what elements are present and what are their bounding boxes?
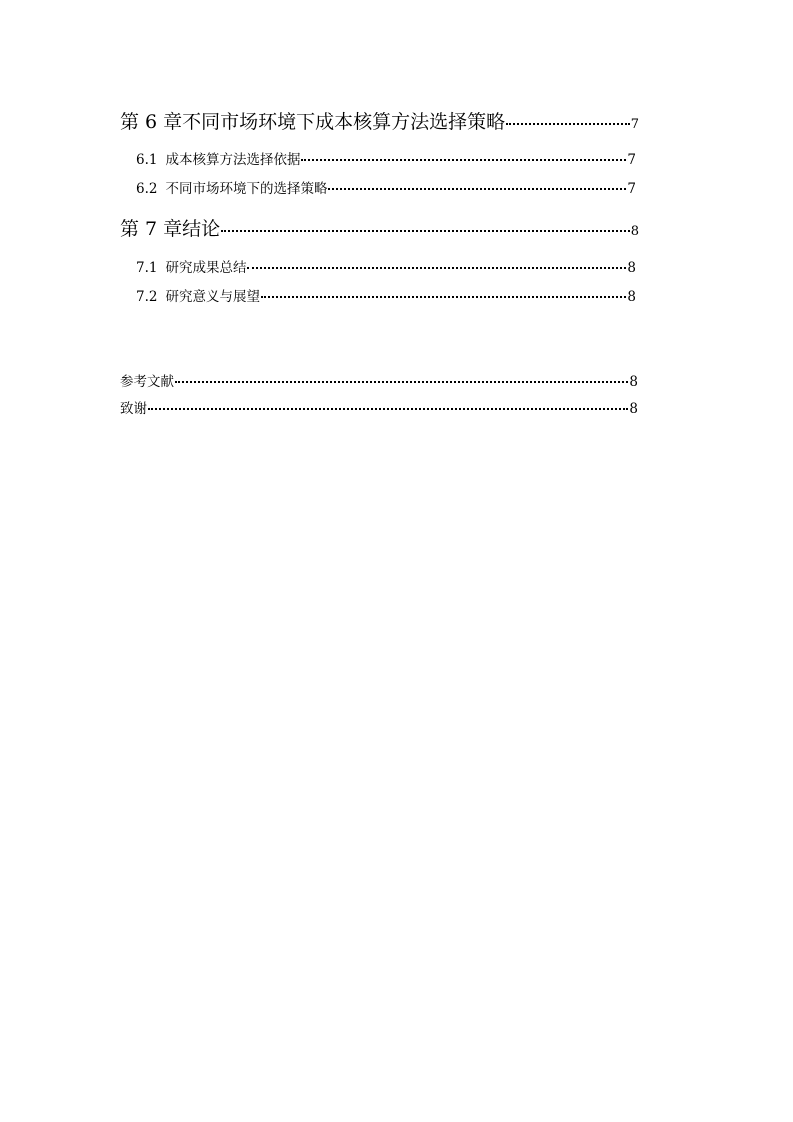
toc-section-label: 不同市场环境下的选择策略: [165, 181, 328, 197]
toc-section-6-1-page: 7: [627, 152, 636, 168]
toc-leader-dots: [247, 254, 626, 270]
toc-acknowledgements-title: 致谢: [120, 401, 147, 417]
toc-acknowledgements-page: 8: [629, 401, 638, 417]
toc-leader-dots: [506, 104, 630, 125]
toc-leader-dots: [175, 368, 628, 384]
toc-leader-dots: [261, 283, 626, 299]
toc-section-number: 7.2: [136, 289, 158, 305]
toc-section-6-1-title: [136, 148, 300, 168]
toc-section-label: 研究成果总结: [165, 260, 247, 276]
toc-chapter-7-title: 第 7 章结论: [120, 218, 221, 240]
toc-entry-section-7-1[interactable]: [136, 256, 636, 276]
toc-section-label: 成本核算方法选择依据: [165, 152, 301, 168]
toc-leader-dots: [328, 175, 626, 191]
toc-entry-acknowledgements[interactable]: [120, 397, 638, 417]
toc-entry-chapter-6[interactable]: [120, 107, 639, 134]
toc-section-number: 7.1: [136, 260, 158, 276]
toc-chapter-7-page: 8: [630, 224, 639, 239]
toc-entry-section-6-1[interactable]: [136, 148, 636, 168]
toc-entry-section-7-2[interactable]: [136, 285, 636, 305]
toc-leader-dots: [301, 146, 626, 162]
toc-references-page: 8: [629, 374, 638, 390]
toc-section-number: 6.2: [136, 181, 158, 197]
toc-entry-chapter-7[interactable]: [120, 214, 639, 241]
toc-section-7-2-page: 8: [627, 289, 636, 305]
toc-leader-dots: [221, 211, 630, 232]
toc-section-6-2-page: 7: [627, 181, 636, 197]
toc-section-7-2-title: [136, 285, 260, 305]
toc-entry-section-6-2[interactable]: [136, 177, 636, 197]
toc-leader-dots: [148, 395, 628, 411]
toc-references-title: 参考文献: [120, 374, 174, 390]
toc-section-7-1-title: [136, 256, 246, 276]
toc-section-number: 6.1: [136, 152, 158, 168]
toc-entry-references[interactable]: [120, 370, 638, 390]
toc-section-6-2-title: [136, 177, 327, 197]
toc-section-7-1-page: 8: [627, 260, 636, 276]
toc-chapter-6-page: 7: [630, 117, 639, 132]
toc-section-label: 研究意义与展望: [165, 289, 260, 305]
toc-chapter-6-title: 第 6 章不同市场环境下成本核算方法选择策略: [120, 111, 506, 133]
